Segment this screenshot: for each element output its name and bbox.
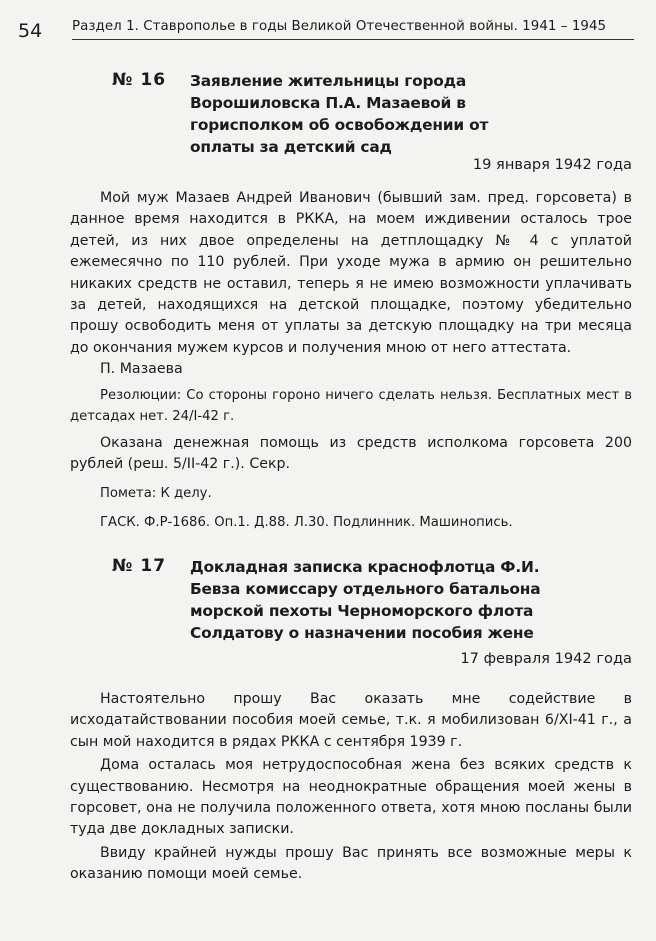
doc17-paragraph-1: Настоятельно прошу Вас оказать мне содействие в исходатайствовании пособия моей семье, т.к. я мобилизован 6/XI-41 г., а сын мой находится в рядах РККА с сентября 1939 г. bbox=[70, 691, 632, 750]
doc16-note: Помета: К делу. bbox=[100, 485, 212, 501]
doc17-paragraph-3: Ввиду крайней нужды прошу Вас принять все возможные меры к оказанию помощи моей семье. bbox=[70, 844, 632, 883]
document-17 bbox=[70, 556, 632, 886]
running-title: Раздел 1. Ставрополье в годы Великой Отечественной войны. 1941 – 1945 bbox=[72, 19, 607, 34]
doc16-signature: П. Мазаева bbox=[100, 361, 183, 378]
doc16-date: 19 января 1942 года bbox=[472, 156, 632, 173]
page-number: 54 bbox=[18, 20, 43, 42]
doc17-heading bbox=[70, 556, 632, 644]
doc16-body: Мой муж Мазаев Андрей Иванович (бывший зам. пред. горсовета) в данное время находится в РККА, на моем иждивении осталось трое детей, из них двое определены на детплощадку № 4 с уплатой ежемесячно по 110 рублей. При уходе мужа в армию он решительно никаких средств не оставил, теперь я не имею возможности уплачивать за детей, находящихся на детской площадке, поэтому убедительно прошу освободить меня от уплаты за детскую площадку на три месяца до окончания мужем курсов и получения мною от него аттестата. bbox=[70, 190, 632, 356]
document-16 bbox=[70, 70, 632, 534]
header-rule bbox=[72, 39, 634, 40]
doc17-title: Докладная записка краснофлотца Ф.И. Бевза комиссару отдельного батальона морской пехоты Черноморского флота Солдатову о назначении пособия жене bbox=[190, 558, 541, 642]
doc16-resolution: Резолюции: Со стороны гороно ничего сделать нельзя. Бесплатных мест в детсадах нет. 24/I-42 г. bbox=[70, 388, 632, 424]
doc16-heading bbox=[70, 70, 632, 158]
page-header bbox=[0, 16, 656, 42]
doc16-archive: ГАСК. Ф.Р-1686. Оп.1. Д.88. Л.30. Подлинник. Машинопись. bbox=[100, 515, 513, 531]
doc16-title: Заявление жительницы города Ворошиловска П.А. Мазаевой в горисполком об освобождении от оплаты за детский сад bbox=[190, 72, 489, 156]
doc16-number: № 16 bbox=[112, 70, 167, 90]
doc17-number: № 17 bbox=[112, 556, 167, 576]
doc17-paragraph-2: Дома осталась моя нетрудоспособная жена без всяких средств к существованию. Несмотря на неоднократные обращения моей жены в горсовет, она не получила положенного ответа, хотя мною посланы были туда две докладных записки. bbox=[70, 757, 632, 838]
doc16-aid: Оказана денежная помощь из средств исполкома горсовета 200 рублей (реш. 5/II-42 г.). Секр. bbox=[70, 435, 632, 473]
doc17-date: 17 февраля 1942 года bbox=[460, 650, 632, 667]
